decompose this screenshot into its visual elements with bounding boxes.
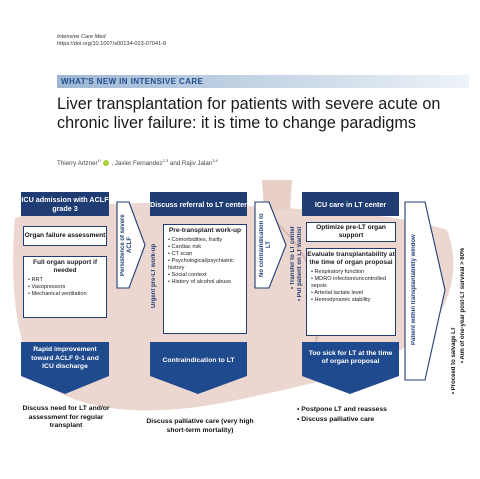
journal-name: Intensive Care Med xyxy=(57,34,106,40)
col3-side-label-1: • Transfer to LT center xyxy=(290,225,296,289)
list-item: • Comorbidities, frailty xyxy=(168,237,243,244)
col3-side-label-2: • Put patient on LT waitlist xyxy=(297,226,303,302)
author-3: and Rajiv Jalan xyxy=(168,160,213,168)
list-item: • CT scan xyxy=(168,251,243,258)
transplantability-box xyxy=(306,248,396,336)
list-item: • RRT xyxy=(28,277,103,284)
col2-arrow-label: No contraindication to LT xyxy=(259,213,272,277)
list-item: • Arterial lactate level xyxy=(311,290,392,297)
organ-support-box xyxy=(23,256,107,318)
section-banner-label: WHAT'S NEW IN INTENSIVE CARE xyxy=(61,77,204,86)
col3-arrow-label: Patient within transplantability window xyxy=(411,234,417,346)
final-step-line-1: • Proceed to salvage LT xyxy=(451,326,457,394)
col2-header: Discuss referral to LT center xyxy=(150,192,247,216)
author-3-affil: 3,4 xyxy=(212,158,218,163)
col1-header: ICU admission with ACLF grade 3 xyxy=(21,192,109,216)
col1-footer: Discuss need for LT and/or assessment for regular transplant xyxy=(22,405,110,429)
col3-header: ICU care in LT center xyxy=(302,192,399,216)
list-item: • Cardiac risk xyxy=(168,244,243,251)
col2-footer: Discuss palliative care (very high short-term mortality) xyxy=(146,418,254,434)
doi-link[interactable]: https://doi.org/10.1007/s00134-023-07041-8 xyxy=(57,41,167,47)
orcid-icon[interactable] xyxy=(103,160,109,166)
list-item: • Mechanical ventilation xyxy=(28,291,103,298)
list-item: • Vasopressors xyxy=(28,284,103,291)
list-item: • Respiratory function xyxy=(311,269,392,276)
final-step xyxy=(450,200,470,420)
col3-outcome: Too sick for LT at the time of organ proposal xyxy=(307,344,394,372)
transplantability-title: Evaluate transplantability at the time of organ proposal xyxy=(307,251,395,266)
article-title: Liver transplantation for patients with severe acute on chronic liver failure: it is time to change paradigms xyxy=(57,95,441,132)
organ-failure-box: Organ failure assessment xyxy=(23,226,107,246)
author-1: Thierry Artzner xyxy=(57,160,98,168)
workup-title: Pre-transplant work-up xyxy=(168,227,242,234)
author-2-affil: 2,3 xyxy=(162,158,169,163)
list-item: • Psychological/psychiatric history xyxy=(168,258,243,272)
list-item: • Social context xyxy=(168,272,243,279)
col1-outcome: Rapid improvement toward ACLF 0-1 and ICU discharge xyxy=(25,344,105,374)
col3-footer-2: • Discuss palliative care xyxy=(297,416,375,423)
col3-footer-1: • Postpone LT and reassess xyxy=(297,406,387,413)
list-item: • MDRO infection/uncontrolled sepsis xyxy=(311,276,392,290)
organ-support-title: Full organ support if needed xyxy=(32,259,98,274)
final-step-line-2: • Aim of one-year post-LT survival > 80% xyxy=(460,247,466,363)
col1-arrow-label: Persistence of severe ACLF xyxy=(120,214,133,276)
col2-side-label: Urgent pre-LT work-up xyxy=(151,243,157,309)
list-item: • Hemodynamic stability xyxy=(311,297,392,304)
optimize-support-box: Optimize pre-LT organ support xyxy=(306,222,396,242)
section-banner xyxy=(57,75,469,88)
workup-box xyxy=(163,224,247,334)
flowchart-figure xyxy=(7,180,473,444)
author-2: , Javier Fernandez xyxy=(111,160,163,168)
col2-outcome: Contraindication to LT xyxy=(157,348,240,374)
list-item: • History of alcohol abuse xyxy=(168,279,243,286)
author-list xyxy=(57,158,218,167)
author-1-affil: 1* xyxy=(97,158,102,163)
